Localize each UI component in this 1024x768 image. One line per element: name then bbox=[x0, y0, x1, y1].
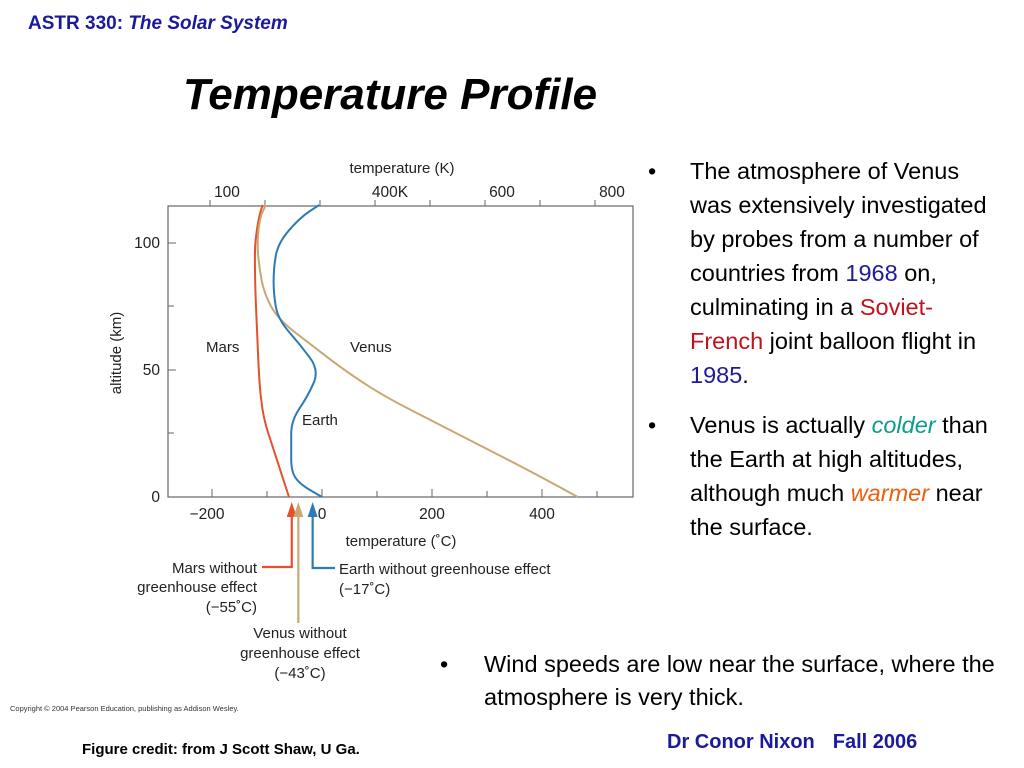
venus-curve-label: Venus bbox=[350, 339, 392, 356]
bullet2-text-b: than the Earth at high altitudes, although much bbox=[690, 412, 988, 506]
bullet-list bbox=[648, 154, 998, 560]
mars-greenhouse-arrow bbox=[262, 502, 297, 567]
bullet-marker: • bbox=[648, 412, 657, 438]
bullet1-text-d: . bbox=[742, 362, 749, 388]
y-tick-100: 100 bbox=[134, 235, 160, 252]
bottom-tick-minus200: −200 bbox=[189, 506, 225, 523]
top-tick-400: 400K bbox=[371, 184, 409, 201]
bullet-wind-speeds bbox=[440, 648, 1000, 714]
mars-annotation-line3: (−55˚C) bbox=[205, 599, 257, 616]
bullet-venus-probes bbox=[648, 154, 998, 392]
bullet-venus-colder bbox=[648, 408, 998, 544]
slide-title: Temperature Profile bbox=[183, 70, 598, 119]
figure-credit: Figure credit: from J Scott Shaw, U Ga. bbox=[82, 741, 360, 758]
mars-curve-label: Mars bbox=[206, 339, 240, 356]
warmer-highlight: warmer bbox=[850, 480, 930, 506]
venus-annotation-line2: greenhouse effect bbox=[240, 645, 360, 662]
colder-highlight: colder bbox=[871, 412, 936, 438]
venus-annotation-line3: (−43˚C) bbox=[274, 665, 326, 682]
venus-greenhouse-arrow bbox=[293, 502, 303, 623]
earth-annotation-line1: Earth without greenhouse effect bbox=[339, 561, 551, 578]
y-tick-50: 50 bbox=[142, 362, 160, 379]
bullet1-text-c: joint balloon flight in bbox=[763, 328, 977, 354]
venus-annotation-line1: Venus without bbox=[253, 625, 347, 642]
earth-curve-label: Earth bbox=[302, 412, 338, 429]
course-code: ASTR 330: bbox=[28, 13, 124, 34]
y-axis-label: altitude (km) bbox=[108, 311, 125, 395]
bullet-text bbox=[690, 408, 998, 544]
temperature-profile-figure bbox=[0, 150, 640, 720]
year-1968: 1968 bbox=[845, 260, 898, 286]
top-axis-label: temperature (K) bbox=[349, 160, 455, 177]
bullet1-text-b: on, culminating in a bbox=[690, 260, 937, 320]
bullet-marker: • bbox=[648, 158, 657, 184]
term: Fall 2006 bbox=[832, 731, 918, 753]
bullet2-text-c: near the surface. bbox=[690, 480, 983, 540]
bullet-text bbox=[690, 154, 998, 392]
year-1985: 1985 bbox=[690, 362, 743, 388]
mars-temperature-curve bbox=[255, 205, 289, 497]
bullet2-text-a: Venus is actually bbox=[690, 412, 872, 438]
bullet1-text-a: The atmosphere of Venus was extensively investigated by probes from a number of countries from bbox=[690, 158, 987, 286]
earth-temperature-curve bbox=[274, 205, 322, 497]
bottom-axis-label: temperature (˚C) bbox=[345, 533, 457, 550]
footer-author-term bbox=[667, 731, 917, 754]
course-name: The Solar System bbox=[128, 13, 288, 34]
top-tick-600: 600 bbox=[489, 184, 515, 201]
bottom-tick-0: 0 bbox=[317, 506, 327, 523]
bottom-tick-400: 400 bbox=[529, 506, 555, 523]
bullet3-text: Wind speeds are low near the surface, where the atmosphere is very thick. bbox=[484, 651, 995, 710]
author-name: Dr Conor Nixon bbox=[667, 731, 815, 753]
earth-annotation-line2: (−17˚C) bbox=[339, 581, 391, 598]
soviet-french-highlight: Soviet-French bbox=[690, 294, 933, 354]
course-header bbox=[28, 13, 288, 35]
bullet-marker: • bbox=[440, 651, 449, 677]
mars-annotation-line2: greenhouse effect bbox=[137, 579, 257, 596]
bottom-tick-200: 200 bbox=[419, 506, 445, 523]
mars-annotation-line1: Mars without bbox=[171, 560, 257, 577]
top-tick-800: 800 bbox=[599, 184, 625, 201]
figure-copyright: Copyright © 2004 Pearson Education, publishing as Addison Wesley. bbox=[10, 704, 239, 713]
top-tick-100: 100 bbox=[214, 184, 240, 201]
y-tick-0: 0 bbox=[151, 489, 160, 506]
